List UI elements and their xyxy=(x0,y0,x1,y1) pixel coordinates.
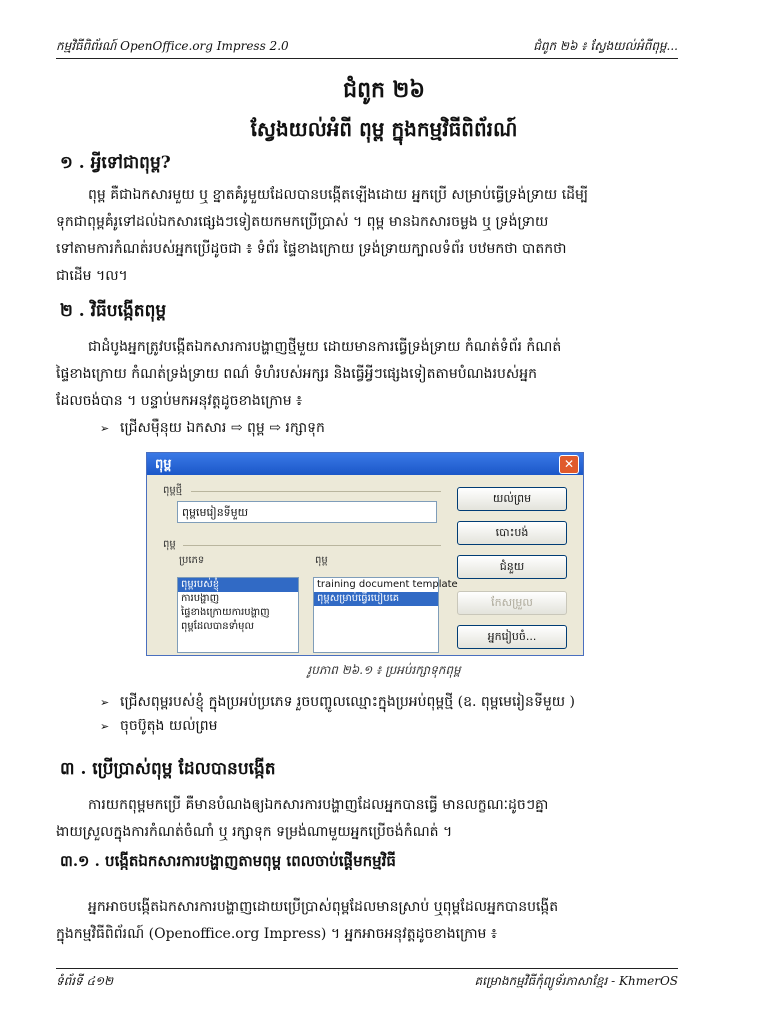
organize-button[interactable]: អ្នករៀបចំ... xyxy=(457,625,567,649)
list-item[interactable]: ពុម្ពសម្រាប់ធ្វើរបៀបគេ xyxy=(314,592,438,606)
page-header xyxy=(56,34,678,59)
chapter-title: ជំពូក ២៦ xyxy=(343,77,425,103)
section-3-paragraph xyxy=(56,792,676,846)
header-right-text: ជំពូក ២៦ ៖ ស្វែងយល់អំពីពុម្ព... xyxy=(533,39,678,53)
page-number: ទំព័រទី ៤១២ xyxy=(56,974,114,988)
section-3-heading: ៣ . ប្រើប្រាស់ពុម្ព ដែលបានបង្កើត xyxy=(60,759,276,779)
ok-button[interactable]: យល់ព្រម xyxy=(457,487,567,511)
footer-right-text: គម្រោងកម្មវិធីកុំព្យូទ័រភាសាខ្មែរ - KhmerOS xyxy=(474,974,678,988)
templates-list[interactable] xyxy=(313,577,458,653)
categories-label: ប្រភេទ xyxy=(179,555,205,566)
group-divider xyxy=(183,545,441,546)
categories-list[interactable] xyxy=(177,577,299,653)
list-item[interactable]: ការបង្ហាញ xyxy=(181,593,220,604)
section-2-paragraph xyxy=(56,334,676,415)
header-left-text: កម្មវិធីពិព័រណ៍ OpenOffice.org Impress 2.0 xyxy=(56,39,289,53)
section-1-paragraph xyxy=(56,182,676,290)
dialog-title: ពុម្ព xyxy=(155,457,172,472)
templates-column-label: ពុម្ព xyxy=(315,555,328,566)
bullet-arrow-icon: ➢ xyxy=(100,696,110,709)
bullet-item xyxy=(100,692,575,713)
paragraph-line: ជាដំបូងអ្នកត្រូវបង្កើតឯកសារការបង្ហាញថ្មីមួយ ដោយមានការធ្វើទ្រង់ទ្រាយ កំណត់ទំព័រ កំណត់ xyxy=(88,339,562,355)
bullet-item xyxy=(100,716,218,737)
paragraph-line: ពុម្ព គឺជាឯកសារមួយ ឬ ខ្នាតគំរូមួយដែលបានបង្កើតឡើងដោយ អ្នកប្រើ សម្រាប់ធ្វើទ្រង់ទ្រាយ ដើម្បី xyxy=(88,187,589,203)
paragraph-line: ផ្ទៃខាងក្រោយ កំណត់ទ្រង់ទ្រាយ ពណ៌ ទំហំរបស់អក្សរ និងធ្វើអ្វីៗផ្សេងទៀតតាមបំណងរបស់អ្នក xyxy=(56,366,538,382)
list-item[interactable]: ផ្ទៃខាងក្រោយការបង្ហាញ xyxy=(181,607,270,618)
bullet-item xyxy=(100,418,325,439)
bullet-arrow-icon: ➢ xyxy=(100,422,110,435)
dialog-titlebar xyxy=(147,453,583,475)
paragraph-line: អ្នកអាចបង្កើតឯកសារការបង្ហាញដោយប្រើប្រាស់ពុម្ពដែលមានស្រាប់ ឬពុម្ពដែលអ្នកបានបង្កើត xyxy=(88,899,559,915)
section-1-heading: ១ . អ្វីទៅជាពុម្ព? xyxy=(60,153,171,173)
paragraph-line: ជាដើម ។ល។ xyxy=(56,268,128,284)
paragraph-line: ងាយស្រួលក្នុងការកំណត់ចំណាំ ឬ រក្សាទុក ទម្រង់ណាមួយអ្នកប្រើចង់កំណត់ ។ xyxy=(56,824,453,840)
bullet-text: ចុចប៊ូតុង យល់ព្រម xyxy=(120,718,218,734)
cancel-button[interactable]: បោះបង់ xyxy=(457,521,567,545)
paragraph-line: ក្នុងកម្មវិធីពិព័រណ៍ (Openoffice.org Impress) ។ អ្នកអាចអនុវត្តដូចខាងក្រោម ៖ xyxy=(56,926,498,942)
bullet-arrow-icon: ➢ xyxy=(100,720,110,733)
section-2-heading: ២ . វិធីបង្កើតពុម្ព xyxy=(60,301,167,321)
paragraph-line: ទុកជាពុម្ពគំរូទៅដល់ឯកសារផ្សេងៗទៀតយកមកប្រើប្រាស់ ។ ពុម្ព មានឯកសារចម្លង ឬ ទ្រង់ទ្រាយ xyxy=(56,214,549,230)
bullet-text: ជ្រើសពុម្ពរបស់ខ្ញុំ ក្នុងប្រអប់ប្រភេទ រួចបញ្ចូលឈ្មោះក្នុងប្រអប់ពុម្ពថ្មី (ឧ. ពុម្ពមេរៀនទីមួយ ) xyxy=(120,694,575,710)
section-3-1-heading: ៣.១ . បង្កើតឯកសារការបង្ហាញតាមពុម្ព ពេលចាប់ផ្តើមកម្មវិធី xyxy=(60,852,396,870)
help-button[interactable]: ជំនួយ xyxy=(457,555,567,579)
edit-button[interactable]: កែសម្រួល xyxy=(457,591,567,615)
list-item[interactable]: training document template xyxy=(317,579,458,590)
paragraph-line: ដែលចង់បាន ។ បន្ទាប់មកអនុវត្តដូចខាងក្រោម ៖ xyxy=(56,393,303,409)
bullet-text: ជ្រើសម៉ឺនុយ ឯកសារ ⇨ ពុម្ព ⇨ រក្សាទុក xyxy=(120,420,325,436)
templates-group-label: ពុម្ព xyxy=(163,539,176,550)
paragraph-line: ទៅតាមការកំណត់របស់អ្នកប្រើដូចជា ៖ ទំព័រ ផ្ទៃខាងក្រោយ ទ្រង់ទ្រាយក្បាលទំព័រ បឋមកថា បាតកថា xyxy=(56,241,567,257)
template-save-dialog xyxy=(146,452,584,656)
new-template-input[interactable]: ពុម្ពមេរៀនទីមួយ xyxy=(177,501,437,523)
list-item[interactable]: ពុម្ពរបស់ខ្ញុំ xyxy=(178,578,298,592)
figure-caption: រូបភាព ២៦.១ ៖ ប្រអប់រក្សាទុកពុម្ព xyxy=(307,663,461,677)
list-item[interactable]: ពុម្ពដែលបានទាំមុល xyxy=(181,621,254,632)
page-footer xyxy=(56,968,678,993)
section-3-1-paragraph xyxy=(56,894,676,948)
group-divider xyxy=(191,491,441,492)
close-icon[interactable]: ✕ xyxy=(559,455,579,474)
chapter-subtitle: ស្វែងយល់អំពី ពុម្ព ក្នុងកម្មវិធីពិព័រណ៍ xyxy=(250,117,518,141)
paragraph-line: ការយកពុម្ពមកប្រើ គឺមានបំណងឲ្យឯកសារការបង្ហាញដែលអ្នកបានធ្វើ មានលក្ខណៈដូចៗគ្នា xyxy=(88,797,549,813)
new-template-label: ពុម្ពថ្មី xyxy=(163,485,183,496)
